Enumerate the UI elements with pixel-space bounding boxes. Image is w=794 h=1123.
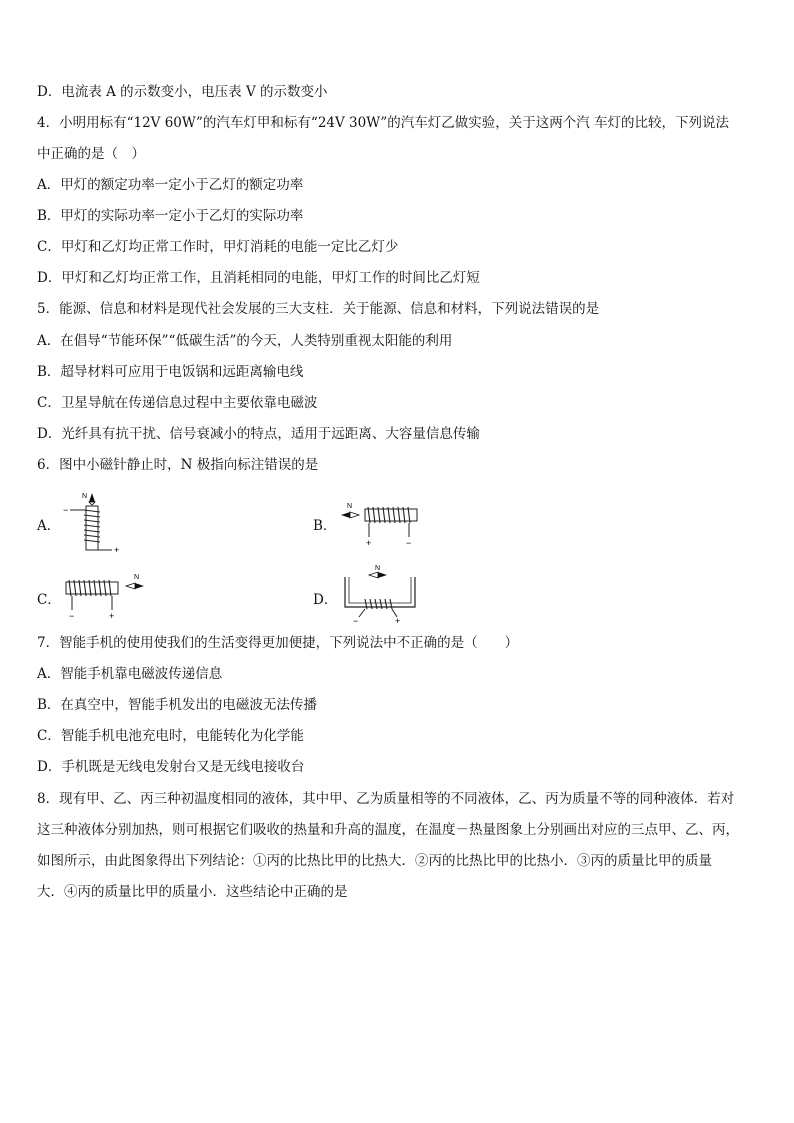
q4-stem-line1: 4．小明用标有“12V 60W”的汽车灯甲和标有“24V 30W”的汽车灯乙做实验，关于这两个汽 车灯的比较，下列说法 bbox=[37, 115, 730, 131]
q6-option-b-label: B． bbox=[313, 518, 337, 534]
q6-c-minus-text: − bbox=[69, 611, 75, 621]
q7-option-a: A．智能手机靠电磁波传递信息 bbox=[37, 666, 223, 682]
q6-d-minus-text: − bbox=[353, 616, 359, 625]
q6-a-plus-text: + bbox=[114, 545, 120, 555]
q8-stem-line3: 如图所示，由此图象得出下列结论：①丙的比热比甲的比热大．②丙的比热比甲的比热小．③丙的质量比甲的质量 bbox=[37, 853, 712, 869]
q6-d-plus-text: + bbox=[395, 616, 401, 625]
q6-figure-d bbox=[335, 565, 425, 625]
q5-option-c: C．卫星导航在传递信息过程中主要依靠电磁波 bbox=[37, 395, 318, 411]
q8-stem-line2: 这三种液体分别加热，则可根据它们吸收的热量和升高的温度，在温度－热量图象上分别画出对应的三点甲、乙、丙， bbox=[37, 822, 739, 838]
q5-stem: 5．能源、信息和材料是现代社会发展的三大支柱．关于能源、信息和材料，下列说法错误的是 bbox=[37, 301, 600, 317]
q6-a-north-text: N bbox=[82, 493, 88, 500]
q7-stem: 7．智能手机的使用使我们的生活变得更加便捷，下列说法中不正确的是（ ） bbox=[37, 635, 519, 651]
q6-figure-a bbox=[60, 490, 130, 560]
q6-c-north-text: N bbox=[134, 574, 140, 581]
q5-option-a: A．在倡导“节能环保”“低碳生活”的今天，人类特别重视太阳能的利用 bbox=[37, 333, 453, 349]
q4-option-a: A．甲灯的额定功率一定小于乙灯的额定功率 bbox=[37, 177, 304, 193]
q8-stem-line1: 8．现有甲、乙、丙三种初温度相同的液体，其中甲、乙为质量相等的不同液体，乙、丙为质量不等的同种液体．若对 bbox=[37, 791, 735, 807]
q7-option-d: D．手机既是无线电发射台又是无线电接收台 bbox=[37, 759, 305, 775]
q6-option-d-label: D． bbox=[313, 592, 338, 608]
q6-option-c-label: C． bbox=[37, 592, 61, 608]
q8-stem-line4: 大．④丙的质量比甲的质量小．这些结论中正确的是 bbox=[37, 884, 348, 900]
q4-stem-line2: 中正确的是（ ） bbox=[37, 146, 145, 162]
q6-stem: 6．图中小磁针静止时，N 极指向标注错误的是 bbox=[37, 457, 319, 473]
q6-a-minus-text: − bbox=[63, 505, 69, 515]
q6-b-minus-text: − bbox=[406, 538, 412, 548]
q4-option-d: D．甲灯和乙灯均正常工作，且消耗相同的电能，甲灯工作的时间比乙灯短 bbox=[37, 270, 480, 286]
q4-option-c: C．甲灯和乙灯均正常工作时，甲灯消耗的电能一定比乙灯少 bbox=[37, 239, 399, 255]
q3-option-d: D．电流表 A 的示数变小，电压表 V 的示数变小 bbox=[37, 84, 328, 100]
q6-option-a-label: A． bbox=[37, 518, 61, 534]
q6-c-plus-text: + bbox=[109, 611, 115, 621]
q6-figure-c bbox=[60, 570, 150, 625]
q6-figure-b bbox=[335, 495, 425, 550]
q6-d-north-text: N bbox=[375, 565, 381, 572]
q6-b-plus-text: + bbox=[366, 538, 372, 548]
q5-option-d: D．光纤具有抗干扰、信号衰减小的特点，适用于远距离、大容量信息传输 bbox=[37, 426, 480, 442]
q6-b-north-text: N bbox=[347, 503, 353, 510]
q4-option-b: B．甲灯的实际功率一定小于乙灯的实际功率 bbox=[37, 208, 304, 224]
q7-option-b: B．在真空中，智能手机发出的电磁波无法传播 bbox=[37, 697, 317, 713]
q7-option-c: C．智能手机电池充电时，电能转化为化学能 bbox=[37, 728, 304, 744]
q5-option-b: B．超导材料可应用于电饭锅和远距离输电线 bbox=[37, 364, 304, 380]
